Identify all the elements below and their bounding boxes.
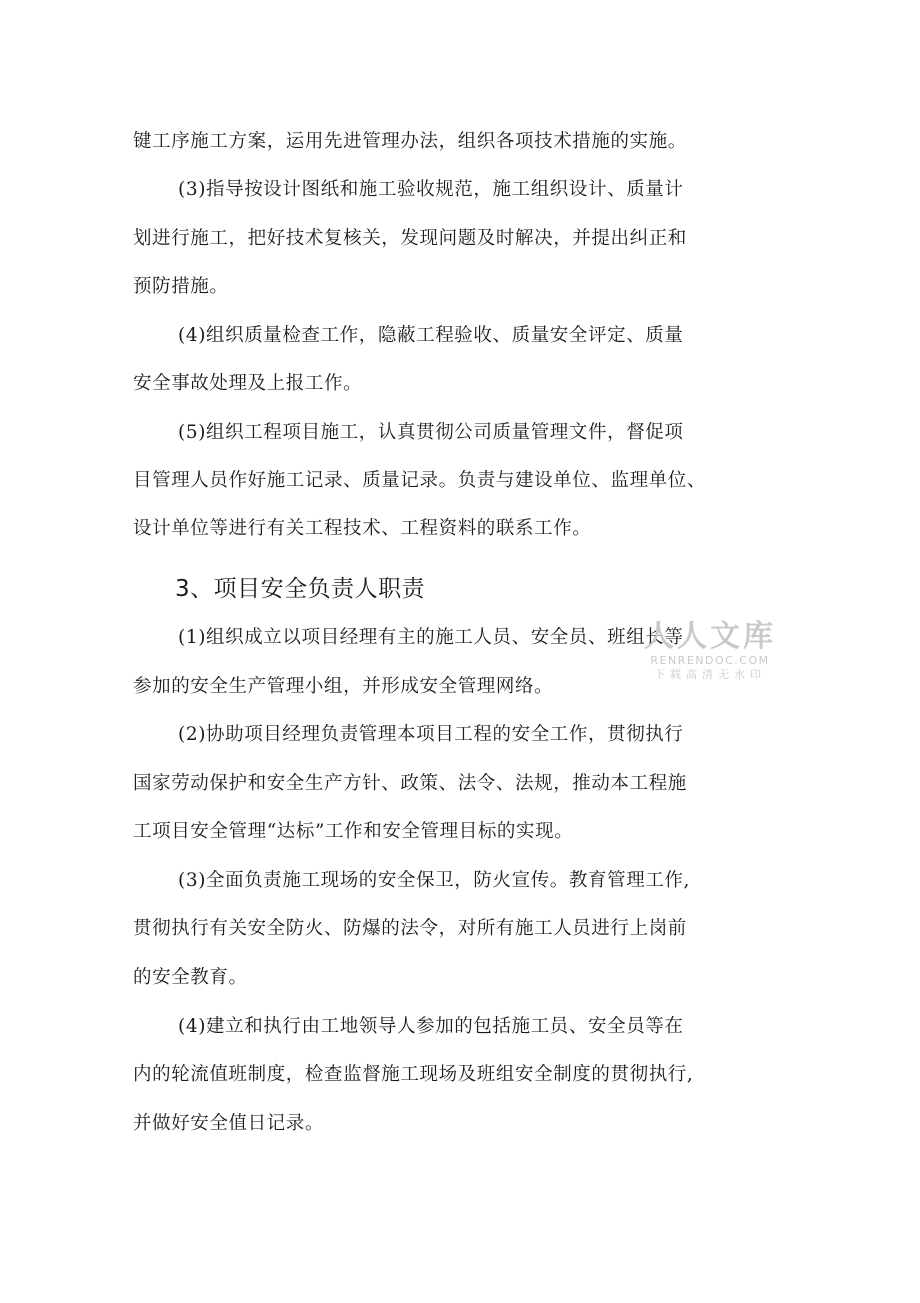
duty-item-1-line-2: 参加的安全生产管理小组，并形成安全管理网络。 xyxy=(133,676,554,697)
duty-item-4-line-1: (4)建立和执行由工地领导人参加的包括施工员、安全员等在 xyxy=(178,1016,684,1037)
duty-item-3-line-2: 贯彻执行有关安全防火、防爆的法令，对所有施工人员进行上岗前 xyxy=(133,918,687,939)
watermark-domain: RENRENDOC.COM xyxy=(650,654,770,667)
text-line: 键工序施工方案，运用先进管理办法，组织各项技术措施的实施。 xyxy=(133,131,687,152)
list-item-5-line-1: (5)组织工程项目施工，认真贯彻公司质量管理文件，督促项 xyxy=(178,422,684,443)
watermark-title: 人人文库 xyxy=(644,619,776,654)
duty-item-2-line-3: 工项目安全管理“达标”工作和安全管理目标的实现。 xyxy=(133,821,574,842)
list-item-3-line-2: 划进行施工，把好技术复核关，发现问题及时解决，并提出纠正和 xyxy=(133,228,687,249)
duty-item-2-line-2: 国家劳动保护和安全生产方针、政策、法令、法规，推动本工程施 xyxy=(133,773,687,794)
list-item-5-line-2: 目管理人员作好施工记录、质量记录。负责与建设单位、监理单位、 xyxy=(133,470,707,491)
list-item-5-line-3: 设计单位等进行有关工程技术、工程资料的联系工作。 xyxy=(133,518,592,539)
section-heading: 3、项目安全负责人职责 xyxy=(175,576,426,602)
duty-item-1-line-1: (1)组织成立以项目经理有主的施工人员、安全员、班组长等 xyxy=(178,627,684,648)
list-item-4-line-2: 安全事故处理及上报工作。 xyxy=(133,373,363,394)
duty-item-4-line-2: 内的轮流值班制度，检查监督施工现场及班组安全制度的贯彻执行, xyxy=(133,1064,694,1085)
list-item-4-line-1: (4)组织质量检查工作，隐蔽工程验收、质量安全评定、质量 xyxy=(178,325,684,346)
duty-item-3-line-1: (3)全面负责施工现场的安全保卫，防火宣传。教育管理工作, xyxy=(178,870,690,891)
list-item-3-line-3: 预防措施。 xyxy=(133,276,229,297)
duty-item-4-line-3: 并做好安全值日记录。 xyxy=(133,1113,325,1134)
duty-item-3-line-3: 的安全教育。 xyxy=(133,967,248,988)
list-item-3-line-1: (3)指导按设计图纸和施工验收规范，施工组织设计、质量计 xyxy=(178,179,684,200)
duty-item-2-line-1: (2)协助项目经理负责管理本项目工程的安全工作，贯彻执行 xyxy=(178,724,684,745)
watermark-subtitle: 下载高清无水印 xyxy=(654,668,766,681)
